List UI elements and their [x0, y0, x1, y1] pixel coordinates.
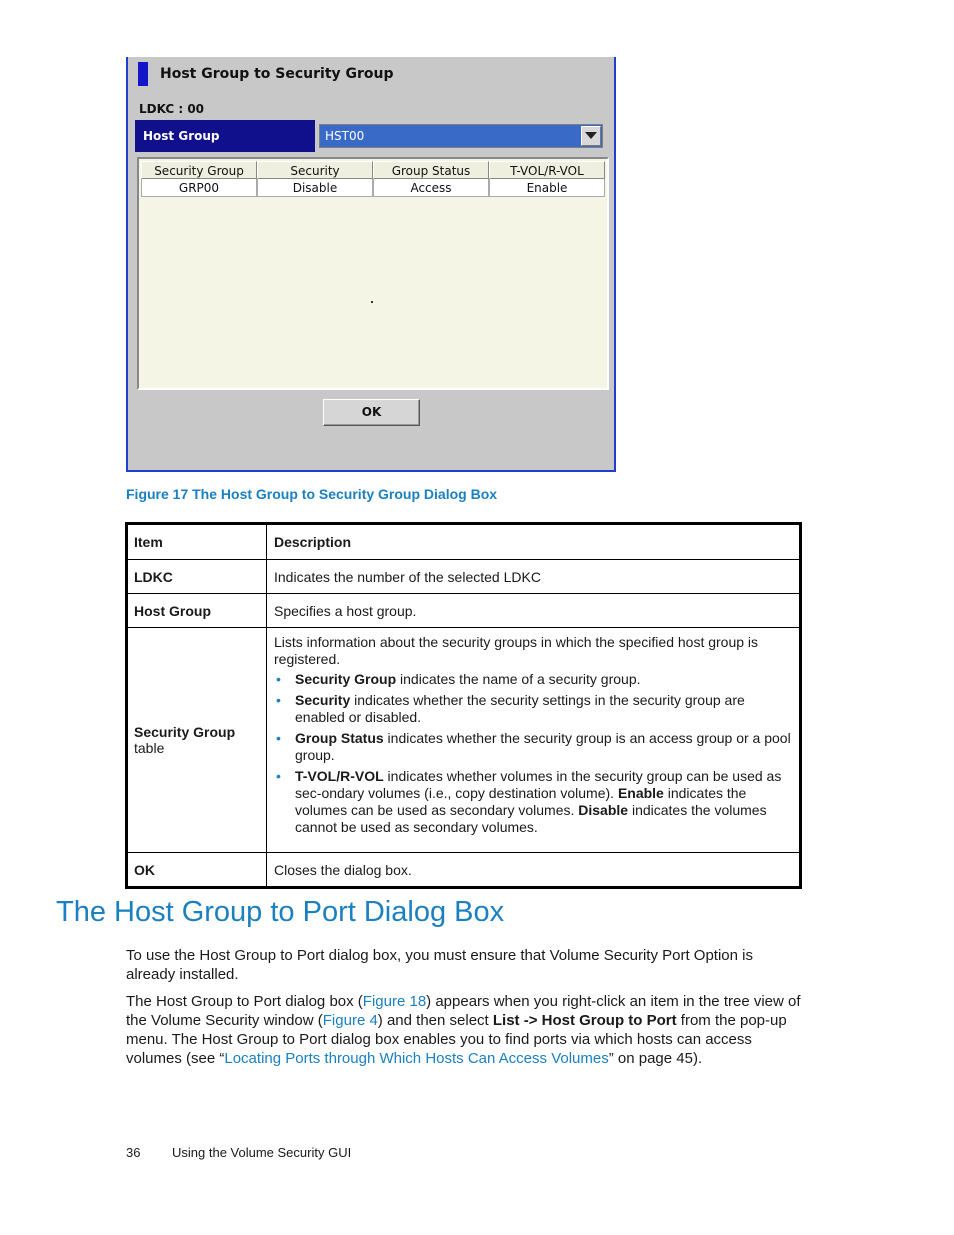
bullet-text: indicates the name of a security group.	[396, 671, 641, 687]
bullet-term: Enable	[617, 785, 664, 801]
table-row	[128, 852, 799, 886]
column-header[interactable]: Group Status	[373, 161, 489, 179]
paragraph-text: ) and then select	[377, 1012, 493, 1029]
title-marker	[138, 62, 148, 86]
figure-4-link[interactable]: Figure 4	[322, 1012, 378, 1029]
host-group-combo-wrap	[315, 120, 607, 152]
table-row	[128, 627, 799, 852]
column-header[interactable]: T-VOL/R-VOL	[489, 161, 605, 179]
item-cell: OK	[128, 853, 267, 886]
page-number: 36	[126, 1145, 141, 1160]
table-cell: Enable	[489, 179, 605, 197]
bullet-term: T-VOL/R-VOL	[295, 768, 384, 784]
item-cell	[128, 628, 267, 852]
ldkc-label: LDKC : 00	[139, 102, 205, 116]
list-item	[274, 768, 792, 836]
description-intro: Lists information about the security groups in which the specified host group is registered.	[274, 634, 759, 667]
description-cell	[267, 628, 799, 852]
bullet-term: Disable	[578, 802, 629, 818]
artifact-dot	[371, 301, 373, 303]
header-item: Item	[128, 525, 267, 559]
table-row[interactable]	[139, 179, 607, 197]
column-header[interactable]: Security Group	[141, 161, 257, 179]
list-item	[274, 692, 792, 726]
table-row	[128, 559, 799, 593]
footer-text: Using the Volume Security GUI	[172, 1145, 352, 1160]
host-group-select[interactable]	[319, 124, 603, 148]
page-footer	[126, 1145, 351, 1160]
dialog-title-row	[138, 61, 394, 87]
table-header-row	[128, 525, 799, 559]
host-group-label: Host Group	[135, 120, 315, 152]
description-cell: Indicates the number of the selected LDKC	[274, 568, 541, 585]
bullet-text: indicates the volumes cannot be used as secondary volumes.	[295, 802, 767, 835]
figure-caption: Figure 17 The Host Group to Security Group Dialog Box	[126, 486, 498, 502]
table-cell: Access	[373, 179, 489, 197]
bullet-text: indicates whether the security settings in the security group are enabled or disabled.	[295, 692, 745, 725]
dialog-title: Host Group to Security Group	[160, 66, 394, 82]
list-item	[274, 730, 792, 764]
host-group-value: HST00	[325, 129, 365, 143]
bullet-list	[274, 671, 792, 836]
host-group-row	[135, 120, 607, 152]
security-group-table-header	[139, 161, 607, 179]
table-cell: Disable	[257, 179, 373, 197]
host-group-to-security-group-dialog	[126, 57, 616, 472]
item-bold: Security Group	[134, 724, 236, 740]
list-item	[274, 671, 792, 688]
section-title: The Host Group to Port Dialog Box	[56, 896, 505, 928]
paragraph-text: The Host Group to Port dialog box (	[126, 993, 363, 1010]
bullet-text: indicates the volumes can be used as secondary volumes.	[295, 785, 747, 818]
item-cell: LDKC	[128, 560, 267, 593]
menu-path: List -> Host Group to Port	[492, 1012, 677, 1029]
figure-18-link[interactable]: Figure 18	[362, 993, 427, 1010]
security-group-table	[137, 157, 609, 390]
ok-button[interactable]: OK	[323, 399, 420, 426]
item-suffix: table	[134, 740, 165, 756]
bullet-text: indicates whether volumes in the security group can be used as sec-ondary volumes (i.e., copy destination volume).	[295, 768, 782, 801]
description-table	[125, 522, 802, 889]
bullet-text: indicates whether the security group is an access group or a pool group.	[295, 730, 791, 763]
paragraph-1: To use the Host Group to Port dialog box, you must ensure that Volume Security Port Option is already installed.	[126, 947, 753, 983]
paragraph-text: ) appears when you right-click an item in the tree view of the Volume Security window (	[126, 993, 801, 1029]
bullet-term: Security Group	[295, 671, 397, 687]
description-cell: Closes the dialog box.	[274, 861, 412, 878]
description-cell: Specifies a host group.	[274, 602, 417, 619]
paragraph-text: from the pop-up menu. The Host Group to Port dialog box enables you to find ports via which hosts can access volumes (see “	[126, 1012, 787, 1067]
bullet-term: Security	[295, 692, 351, 708]
column-header[interactable]: Security	[257, 161, 373, 179]
paragraph-text: ” on page 45).	[608, 1050, 703, 1067]
item-cell: Host Group	[128, 594, 267, 627]
locating-ports-link[interactable]: Locating Ports through Which Hosts Can Access Volumes	[224, 1050, 609, 1067]
table-cell: GRP00	[141, 179, 257, 197]
table-row	[128, 593, 799, 627]
header-description: Description	[274, 534, 352, 550]
dropdown-arrow-icon[interactable]	[581, 126, 601, 146]
paragraph-2	[126, 992, 806, 1068]
bullet-term: Group Status	[295, 730, 384, 746]
